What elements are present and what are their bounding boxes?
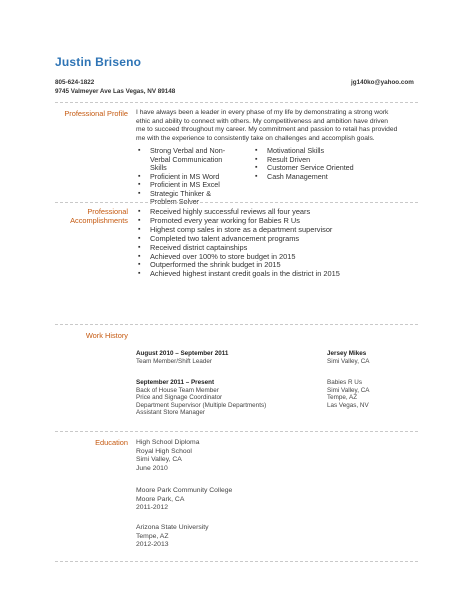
accomplishment-item: ▪ Received district captainships [138, 244, 438, 253]
accomplishment-item: ▪ Received highly successful reviews all four years [138, 208, 438, 217]
profile-line: me with the experience to consistently take on challenges and accomplish goals. [136, 134, 375, 142]
profile-heading: Professional Profile [64, 109, 128, 118]
education-line: High School Diploma [136, 439, 200, 446]
accomplishments-list [138, 208, 438, 279]
skill-item: ▪ Motivational Skills [255, 147, 395, 156]
job-role: Assistant Store Manager [136, 409, 205, 417]
job-role: Price and Signage Coordinator [136, 394, 223, 402]
profile-line: me to succeed throughout my career. My commitment and passion to retail has provided [136, 126, 398, 133]
skill-item: ▪ Proficient in MS Excel [138, 181, 248, 190]
job-company: Jersey Mikes [327, 350, 367, 357]
skill-text: Problem Solver [150, 197, 200, 206]
education-line: Moore Park, CA [136, 495, 185, 503]
education-entry-3 [136, 524, 209, 550]
education-line: Moore Park Community College [136, 487, 233, 494]
accomplishments-heading-line: Accomplishments [70, 216, 128, 225]
profile-line: I have always been a leader in every phase of my life by demonstrating a strong work [136, 109, 389, 116]
section-divider [55, 561, 418, 562]
section-divider [55, 324, 418, 325]
street-address: 9745 Valmeyer Ave Las Vegas, NV 89148 [55, 88, 176, 95]
skill-text: Skills [150, 163, 167, 172]
skill-text: Strategic Thinker & [150, 188, 211, 198]
accomplishments-heading [55, 207, 128, 225]
education-line: Tempe, AZ [136, 532, 169, 540]
job-entry-2 [136, 379, 266, 417]
job-location: Las Vegas, NV [327, 401, 369, 409]
skills-left-column [138, 147, 248, 207]
education-line: 2012-2013 [136, 541, 169, 549]
education-line: 2011-2012 [136, 504, 168, 512]
profile-line: ethic and ability to connect with others. My competitiveness and ambition have driven [136, 117, 389, 125]
job-role: Back of House Team Member [136, 386, 219, 394]
skills-right-column [255, 147, 395, 181]
job-company: Babies R Us [327, 379, 362, 386]
accomplishments-heading-line: Professional [87, 207, 128, 216]
profile-summary [136, 109, 421, 143]
accomplishment-item: ▪ Achieved highest instant credit goals in the district in 2015 [138, 270, 438, 279]
job-location: Simi Valley, CA [327, 357, 370, 365]
accomplishment-item: ▪ Highest comp sales in store as a department supervisor [138, 226, 438, 235]
skill-text: Verbal Communication [150, 154, 223, 164]
job-employer-2 [327, 379, 369, 409]
accomplishment-item: ▪ Achieved over 100% to store budget in 2015 [138, 253, 438, 262]
education-line: Royal High School [136, 447, 192, 455]
skill-item: ▪ Customer Service Oriented [255, 164, 395, 173]
accomplishment-item: ▪ Promoted every year working for Babies R Us [138, 217, 438, 226]
section-divider [55, 431, 418, 432]
accomplishment-item: ▪ Outperformed the shrink budget in 2015 [138, 261, 438, 270]
skill-item: ▪ Result Driven [255, 156, 395, 165]
job-role: Team Member/Shift Leader [136, 357, 212, 365]
skill-item: ▪ Cash Management [255, 173, 395, 182]
education-heading: Education [95, 438, 128, 447]
job-entry-1 [136, 350, 228, 365]
job-role: Department Supervisor (Multiple Departments) [136, 401, 267, 409]
section-divider [55, 202, 418, 203]
contact-block [55, 78, 175, 96]
skill-item [138, 190, 248, 207]
accomplishment-item: ▪ Completed two talent advancement programs [138, 235, 438, 244]
education-line: Arizona State University [136, 524, 209, 531]
job-location: Tempe, AZ [327, 394, 358, 402]
candidate-name: Justin Briseno [55, 55, 142, 69]
work-history-heading: Work History [85, 331, 128, 340]
job-dates: September 2011 – Present [136, 379, 215, 386]
education-entry-1 [136, 439, 199, 473]
job-employer-1 [327, 350, 369, 365]
phone-number: 805-624-1822 [55, 79, 95, 86]
section-divider [55, 102, 418, 103]
skill-item [138, 147, 248, 173]
education-entry-2 [136, 487, 232, 513]
skill-text: Strong Verbal and Non- [150, 146, 226, 155]
education-line: Simi Valley, CA [136, 456, 182, 464]
education-line: June 2010 [136, 464, 168, 472]
job-location: Simi Valley, CA [327, 386, 370, 394]
job-dates: August 2010 – September 2011 [136, 350, 229, 357]
skill-item: ▪ Proficient in MS Word [138, 173, 248, 182]
email-address: jg140ko@yahoo.com [351, 79, 414, 86]
